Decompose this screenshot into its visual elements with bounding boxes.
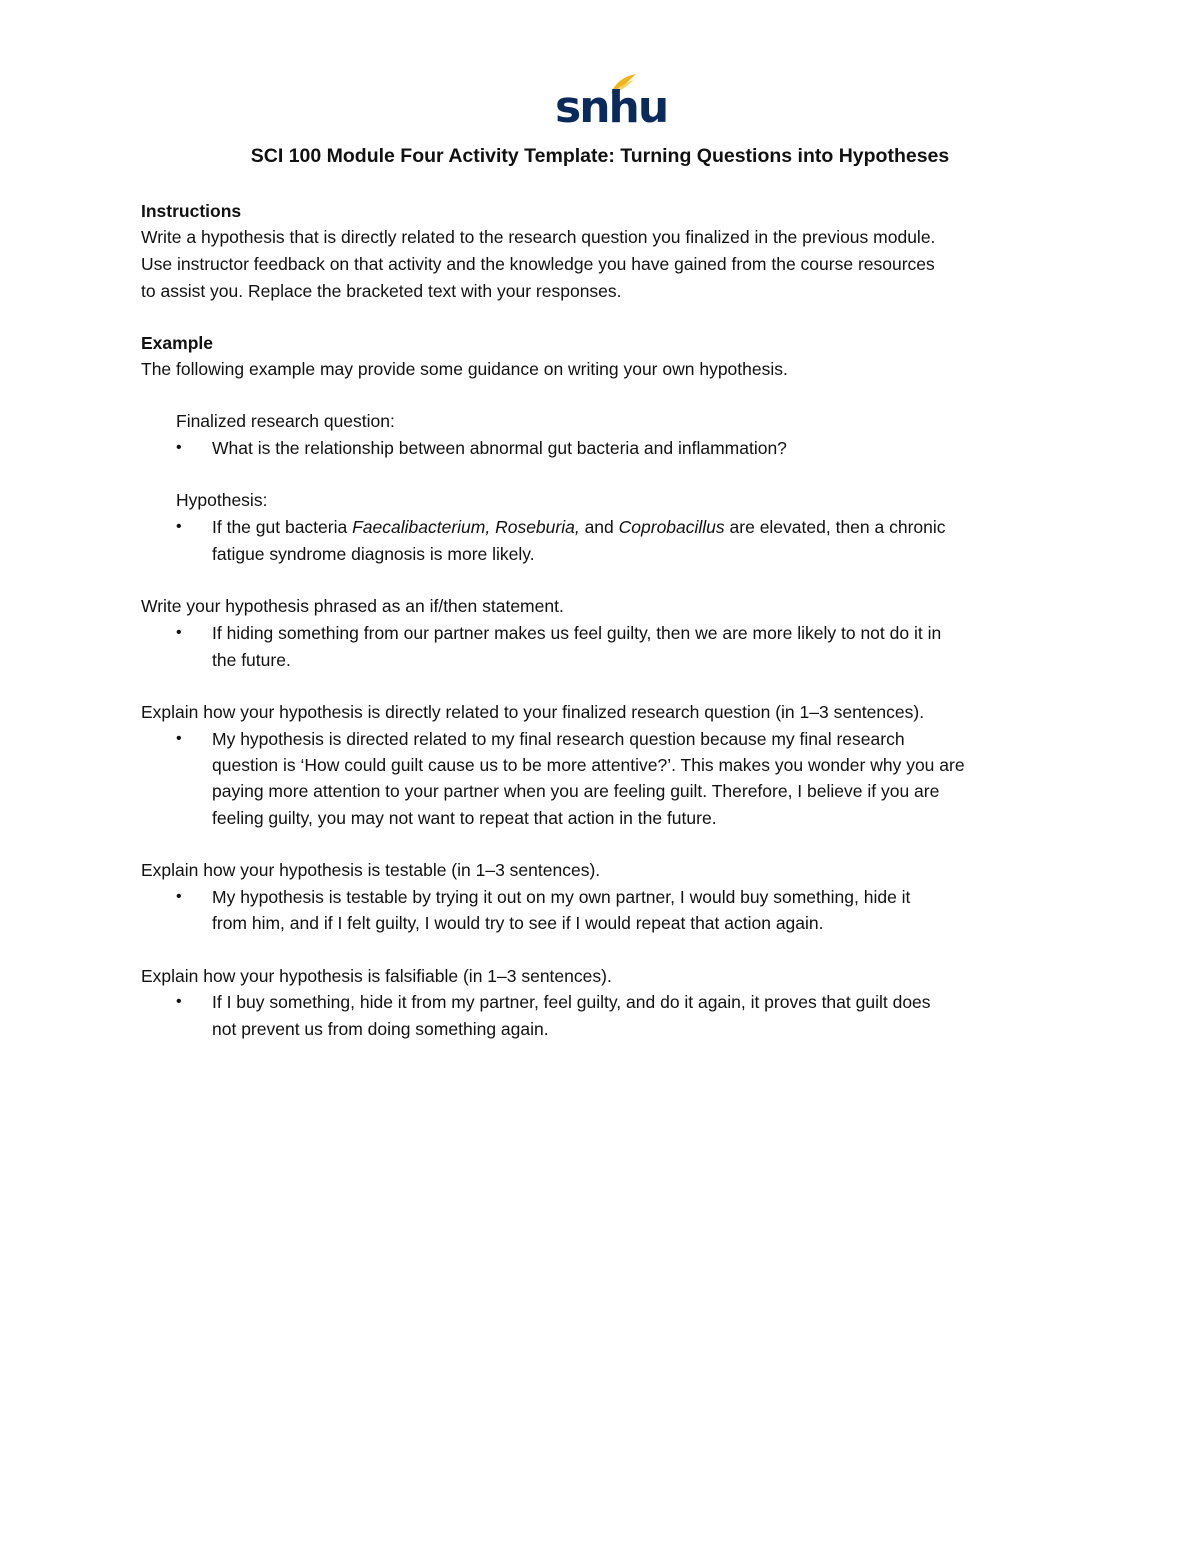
prompt-falsifiable: Explain how your hypothesis is falsifiable (in 1–3 sentences).	[141, 966, 612, 986]
example-intro: The following example may provide some guidance on writing your own hypothesis.	[141, 359, 788, 379]
bullet-icon: •	[176, 624, 182, 641]
answer-line: not prevent us from doing something again.	[212, 1019, 549, 1039]
snhu-logo	[555, 72, 668, 134]
bullet-icon: •	[176, 730, 182, 747]
hypothesis-text: and	[579, 517, 619, 537]
hypothesis-italic: Coprobacillus	[618, 517, 725, 537]
example-hypothesis	[212, 514, 946, 540]
answer-line: feeling guilty, you may not want to repeat that action in the future.	[212, 808, 717, 828]
answer-line: from him, and if I felt guilty, I would try to see if I would repeat that action again.	[212, 913, 824, 933]
bullet-icon: •	[176, 993, 182, 1010]
instructions-line: to assist you. Replace the bracketed text with your responses.	[141, 281, 622, 301]
prompt-testable: Explain how your hypothesis is testable (in 1–3 sentences).	[141, 860, 601, 880]
instructions-line: Use instructor feedback on that activity and the knowledge you have gained from the course resources	[141, 254, 935, 274]
answer-line: My hypothesis is testable by trying it out on my own partner, I would buy something, hide it	[212, 887, 911, 907]
answer-line: My hypothesis is directed related to my final research question because my final research	[212, 729, 905, 749]
prompt-ifthen: Write your hypothesis phrased as an if/then statement.	[141, 596, 564, 616]
question-label: Finalized research question:	[176, 411, 395, 431]
example-question: What is the relationship between abnormal gut bacteria and inflammation?	[212, 438, 787, 458]
answer-line: question is ‘How could guilt cause us to be more attentive?’. This makes you wonder why you are	[212, 755, 965, 775]
hypothesis-text: If the gut bacteria	[212, 517, 353, 537]
bullet-icon: •	[176, 439, 182, 456]
answer-line: the future.	[212, 650, 291, 670]
answer-line: If I buy something, hide it from my partner, feel guilty, and do it again, it proves that guilt does	[212, 992, 931, 1012]
answer-line: If hiding something from our partner makes us feel guilty, then we are more likely to not do it in	[212, 623, 942, 643]
hypothesis-label: Hypothesis:	[176, 490, 268, 510]
hypothesis-text: are elevated, then a chronic	[724, 517, 946, 537]
hypothesis-italic: Faecalibacterium, Roseburia,	[352, 517, 580, 537]
prompt-related: Explain how your hypothesis is directly related to your finalized research question (in 1–3 sentences).	[141, 702, 925, 722]
example-heading: Example	[141, 333, 213, 353]
page-title: SCI 100 Module Four Activity Template: Turning Questions into Hypotheses	[250, 145, 950, 167]
answer-line: paying more attention to your partner when you are feeling guilt. Therefore, I believe if you are	[212, 781, 940, 801]
bullet-icon: •	[176, 518, 182, 535]
instructions-heading: Instructions	[141, 201, 242, 221]
bullet-icon: •	[176, 888, 182, 905]
example-hypothesis-cont: fatigue syndrome diagnosis is more likely.	[212, 544, 535, 564]
instructions-line: Write a hypothesis that is directly related to the research question you finalized in the previous module.	[141, 227, 936, 247]
logo-text: snhu	[555, 82, 668, 133]
